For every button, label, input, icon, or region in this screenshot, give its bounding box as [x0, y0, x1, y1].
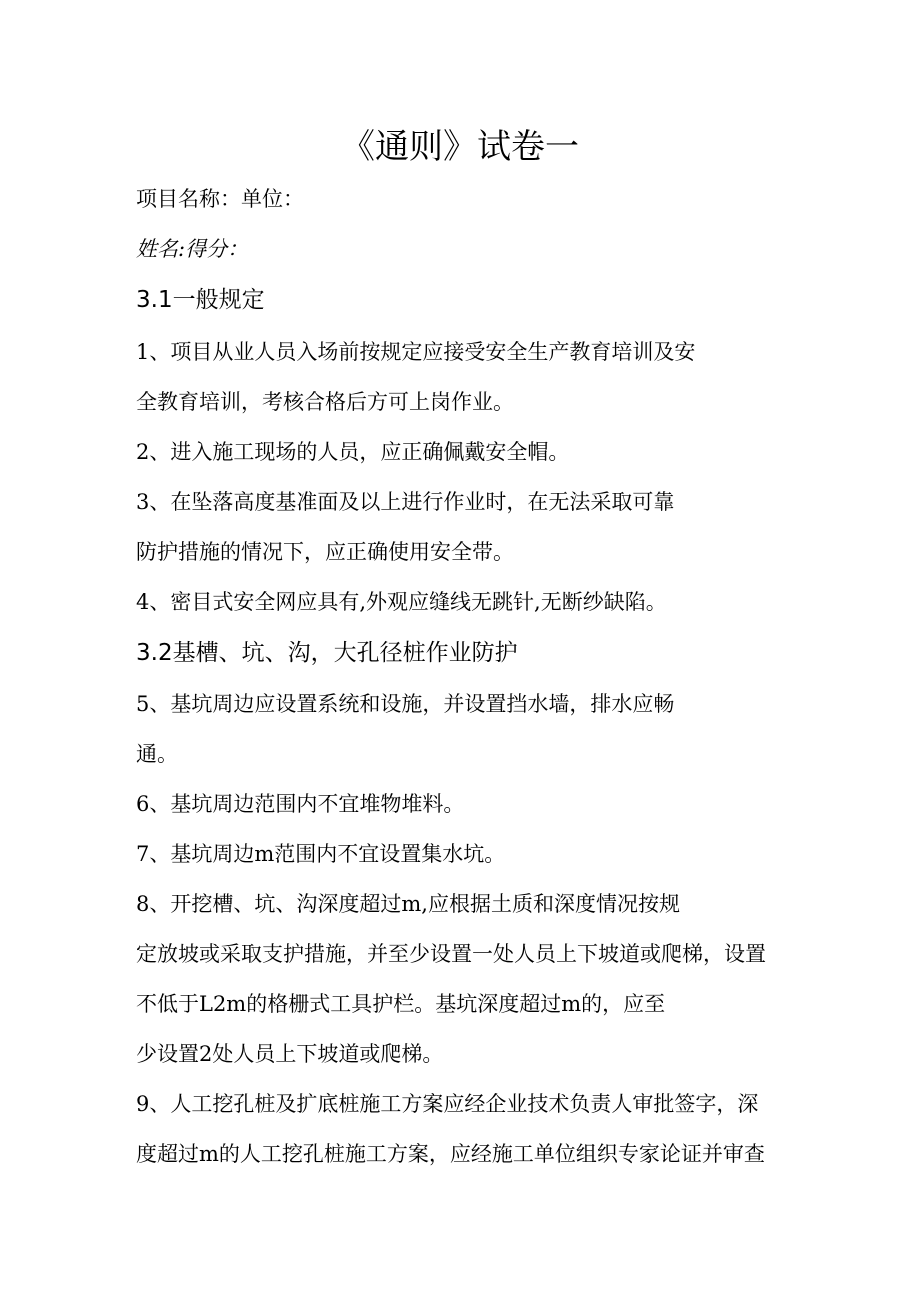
question-line: 9、人工挖孔桩及扩底桩施工方案应经企业技术负责人审批签字，深 [136, 1092, 759, 1116]
project-unit-field: 项目名称：单位： [136, 187, 304, 211]
question-line: 5、基坑周边应设置系统和设施，并设置挡水墙，排水应畅 [136, 692, 675, 716]
question-line: 2、进入施工现场的人员，应正确佩戴安全帽。 [136, 440, 570, 464]
page-title: 《通则》试卷一 [341, 127, 579, 167]
section-heading-3-2: 3.2基槽、坑、沟，大孔径桩作业防护 [136, 640, 518, 666]
question-line: 8、开挖槽、坑、沟深度超过m,应根据土质和深度情况按规 [136, 892, 680, 916]
question-line: 定放坡或采取支护措施，并至少设置一处人员上下坡道或爬梯，设置 [136, 942, 766, 966]
section-heading-3-1: 3.1一般规定 [136, 287, 265, 313]
question-line: 1、项目从业人员入场前按规定应接受安全生产教育培训及安 [136, 340, 696, 364]
question-line: 度超过m的人工挖孔桩施工方案，应经施工单位组织专家论证并审查 [136, 1142, 765, 1166]
question-line: 通。 [136, 742, 178, 766]
question-line: 6、基坑周边范围内不宜堆物堆料。 [136, 792, 465, 816]
question-line: 3、在坠落高度基准面及以上进行作业时，在无法采取可靠 [136, 490, 675, 514]
question-line: 少设置2处人员上下坡道或爬梯。 [136, 1042, 444, 1066]
question-line: 不低于L2m的格栅式工具护栏。基坑深度超过m的，应至 [136, 992, 666, 1016]
question-line: 全教育培训，考核合格后方可上岗作业。 [136, 390, 514, 414]
question-line: 7、基坑周边m范围内不宜设置集水坑。 [136, 842, 506, 866]
name-score-field: 姓名:得分： [136, 237, 249, 261]
question-line: 4、密目式安全网应具有,外观应缝线无跳针,无断纱缺陷。 [136, 590, 667, 614]
question-line: 防护措施的情况下，应正确使用安全带。 [136, 540, 514, 564]
